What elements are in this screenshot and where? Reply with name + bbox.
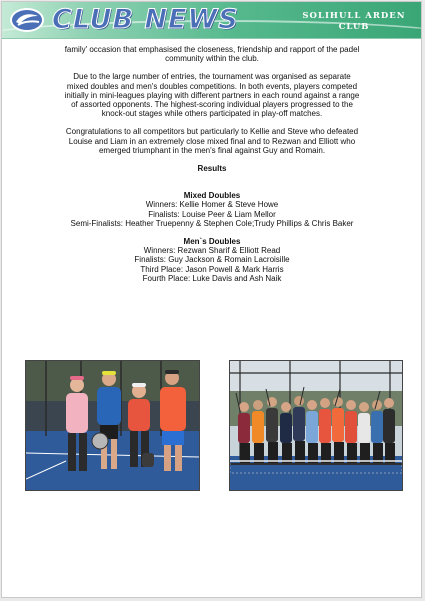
page-title: CLUB NEWS <box>52 4 239 35</box>
result-line: Finalists: Guy Jackson & Romain Lacroisille <box>134 255 290 265</box>
club-news-banner <box>2 2 421 39</box>
result-line: Third Place: Jason Powell & Mark Harris <box>140 264 284 274</box>
newsletter-page <box>1 1 422 598</box>
group-players-padel-court-photo <box>229 360 403 491</box>
mens-doubles-heading: Men`s Doubles <box>183 237 241 247</box>
club-swoosh-logo-icon <box>9 7 45 33</box>
result-line: Finalists: Louise Peer & Liam Mellor <box>148 209 276 219</box>
article-paragraph: family' occasion that emphasised the closeness, friendship and rapport of the padel community within the club. <box>64 45 360 64</box>
article-body <box>62 45 362 283</box>
mixed-doubles-heading: Mixed Doubles <box>183 191 241 201</box>
result-line: Fourth Place: Luke Davis and Ash Naik <box>142 273 282 283</box>
club-name: SOLIHULL ARDEN CLUB <box>302 11 406 32</box>
four-players-padel-court-photo <box>25 360 200 491</box>
results-heading: Results <box>197 164 227 174</box>
result-line: Winners: Rezwan Sharif & Elliott Read <box>143 246 281 256</box>
article-paragraph: Congratulations to all competitors but particularly to Kellie and Steve who defeated Louise and Liam in an extremely close mixed final and to Rezwan and Elliott who emerged triumphant in the men's final against Guy and Romain. <box>65 127 359 155</box>
result-line: Winners: Kellie Homer & Steve Howe <box>145 200 279 210</box>
article-paragraph: Due to the large number of entries, the tournament was organised as separate mixed doubles and men's doubles competitions. In both events, players competed initially in mini-leagues playing with different partners in each round against a range of assorted opponents. The highest-scoring individual players progressed to the knock-out stages while others participated in play-off matches. <box>64 72 360 119</box>
result-line: Semi-Finalists: Heather Truepenny & Stephen Cole;Trudy Phillips & Chris Baker <box>70 218 354 228</box>
